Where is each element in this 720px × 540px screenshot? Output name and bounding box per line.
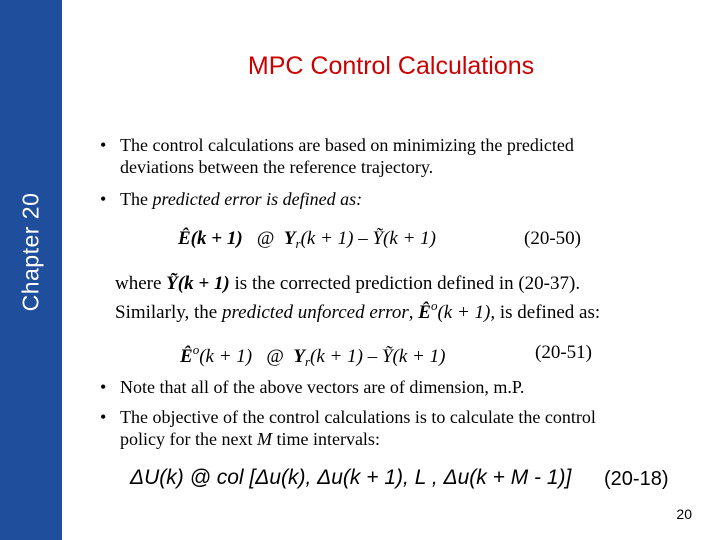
chapter-label: Chapter 20 [17, 192, 44, 312]
bullet-italic: M [256, 429, 272, 449]
similarly-line [115, 298, 600, 324]
bullet-control-objective [100, 406, 680, 450]
equation-number: (20-51) [535, 342, 592, 363]
bullet-line: The objective of the control calculations is to calculate the control [120, 407, 596, 427]
eq-mid: (k + 1) – Ỹ(k + 1) [310, 346, 446, 367]
equation-20-18 [130, 466, 571, 490]
bullet-dot: • [100, 189, 107, 209]
where-line [115, 273, 580, 295]
note-symbol: Ê [418, 302, 431, 323]
note-text: is the corrected prediction defined in (20-37). [229, 273, 581, 294]
slide-title: MPC Control Calculations [247, 52, 535, 80]
bullet-italic: predicted error is defined as: [152, 189, 363, 209]
note-sup: o [430, 298, 438, 313]
note-text: , [408, 302, 419, 323]
equation-20-50 [178, 228, 436, 252]
bullet-line: The control calculations are based on minimizing the predicted [120, 135, 574, 155]
eq-ref-sub: r [295, 236, 301, 251]
note-text: Similarly, the [115, 302, 222, 323]
eq-relation: @ [256, 228, 275, 249]
bullet-predicted-error [100, 188, 680, 210]
eq-lhs-rest: (k + 1) [199, 346, 253, 367]
eq-mid: (k + 1) – Ỹ(k + 1) [300, 228, 436, 249]
equation-20-51 [180, 342, 445, 370]
bullet-dot: • [100, 135, 107, 155]
bullet-text: The [120, 189, 153, 209]
eq-lhs: Ê(k + 1) [178, 228, 243, 249]
equation-number: (20-18) [604, 468, 669, 490]
note-text: is defined as: [495, 302, 601, 323]
eq-lhs-sup: o [192, 342, 200, 357]
eq-formula: ΔU(k) @ col [Δu(k), Δu(k + 1), L , Δu(k + M - 1)] [130, 466, 572, 489]
bullet-dimension-note [100, 376, 680, 398]
eq-ref: Y [293, 346, 305, 367]
eq-ref-sub: r [304, 354, 311, 369]
page-number: 20 [676, 506, 692, 522]
eq-ref: Y [283, 228, 296, 249]
eq-lhs: Ê [180, 346, 193, 367]
bullet-dot: • [100, 407, 107, 427]
bullet-control-calculations [100, 134, 680, 178]
note-text: where [115, 273, 167, 294]
note-symbol: Ỹ(k + 1) [166, 273, 230, 294]
bullet-text: time intervals: [271, 429, 380, 449]
bullet-dot: • [100, 377, 107, 397]
chapter-sidebar [0, 0, 62, 540]
bullet-line: deviations between the reference trajectory. [120, 157, 434, 177]
bullet-text: Note that all of the above vectors are of dimension, m.P. [120, 377, 525, 397]
bullet-text: policy for the next [120, 429, 257, 449]
equation-number: (20-50) [524, 228, 581, 249]
note-symbol-rest: (k + 1), [437, 302, 496, 323]
eq-relation: @ [266, 346, 284, 367]
note-italic: predicted unforced error [221, 302, 409, 323]
